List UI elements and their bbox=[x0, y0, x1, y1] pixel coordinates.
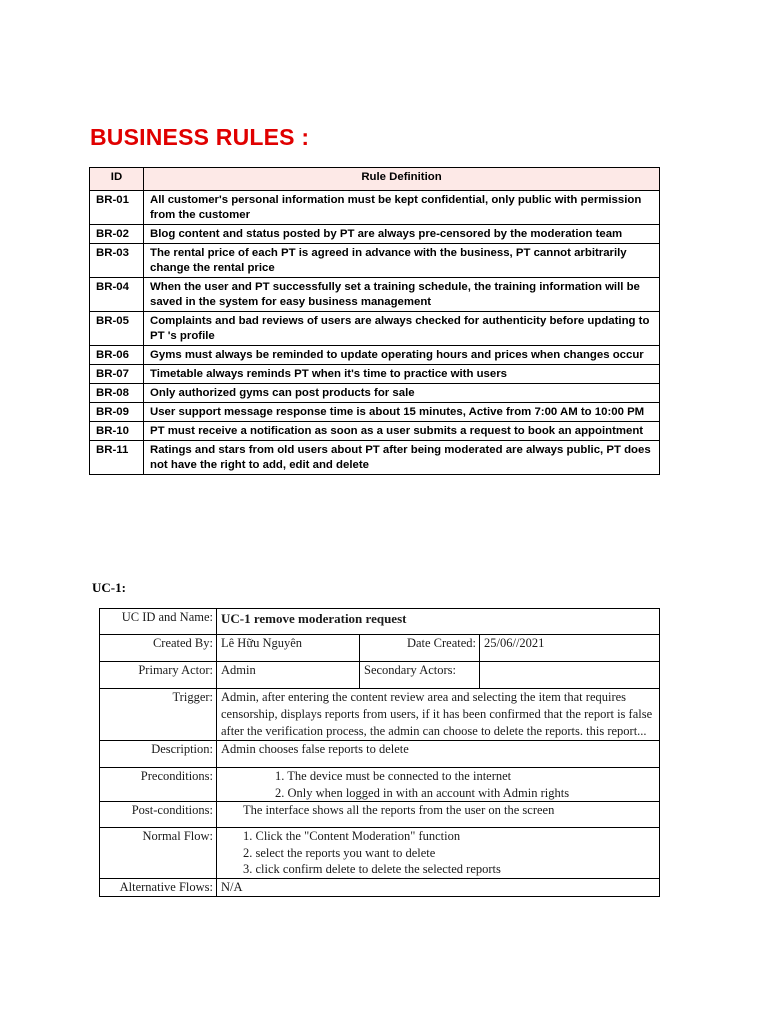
uc-date-created-value: 25/06//2021 bbox=[480, 635, 660, 662]
uc-created-by-value: Lê Hữu Nguyên bbox=[217, 635, 360, 662]
uc-row-actors bbox=[100, 662, 660, 689]
rule-definition: Ratings and stars from old users about PT after being moderated are always public, PT does not have the right to add, edit and delete bbox=[144, 441, 660, 475]
table-row bbox=[90, 312, 660, 346]
rule-definition: Gyms must always be reminded to update operating hours and prices when changes occur bbox=[144, 346, 660, 365]
table-row bbox=[90, 244, 660, 278]
table-row bbox=[90, 365, 660, 384]
list-item: 2. select the reports you want to delete bbox=[243, 845, 436, 860]
list-item: 1. The device must be connected to the internet bbox=[275, 769, 512, 783]
column-header-id: ID bbox=[90, 168, 144, 191]
rule-definition: PT must receive a notification as soon as a user submits a request to book an appointment bbox=[144, 422, 660, 441]
uc-row-postconditions bbox=[100, 802, 660, 828]
uc-preconditions-label: Preconditions: bbox=[100, 768, 217, 802]
rule-id: BR-06 bbox=[90, 346, 144, 365]
table-row bbox=[90, 346, 660, 365]
uc-postconditions-value: The interface shows all the reports from the user on the screen bbox=[217, 802, 660, 828]
uc-description-label: Description: bbox=[100, 741, 217, 768]
table-row bbox=[90, 191, 660, 225]
column-header-rule-definition: Rule Definition bbox=[144, 168, 660, 191]
uc-secondary-actors-label: Secondary Actors: bbox=[360, 662, 480, 689]
uc-secondary-actors-value bbox=[480, 662, 660, 689]
list-item: 2. Only when logged in with an account with Admin rights bbox=[275, 785, 570, 800]
uc-row-description bbox=[100, 741, 660, 768]
uc-alt-flows-value: N/A bbox=[217, 878, 660, 896]
rule-id: BR-01 bbox=[90, 191, 144, 225]
uc-preconditions-value bbox=[217, 768, 660, 802]
uc-trigger-value: Admin, after entering the content review area and selecting the item that requires censorship, displays reports from users, if it has been confirmed that the report is false after the verification process, the admin can choose to delete the reports. this report... bbox=[217, 689, 660, 741]
rule-id: BR-04 bbox=[90, 278, 144, 312]
uc-primary-actor-value: Admin bbox=[217, 662, 360, 689]
uc-description-value: Admin chooses false reports to delete bbox=[217, 741, 660, 768]
table-row bbox=[90, 441, 660, 475]
uc-postconditions-label: Post-conditions: bbox=[100, 802, 217, 828]
rule-id: BR-11 bbox=[90, 441, 144, 475]
rule-definition: All customer's personal information must be kept confidential, only public with permission from the customer bbox=[144, 191, 660, 225]
rule-id: BR-07 bbox=[90, 365, 144, 384]
table-row bbox=[90, 225, 660, 244]
uc-primary-actor-label: Primary Actor: bbox=[100, 662, 217, 689]
rule-id: BR-05 bbox=[90, 312, 144, 346]
rule-id: BR-08 bbox=[90, 384, 144, 403]
rule-definition: Only authorized gyms can post products for sale bbox=[144, 384, 660, 403]
uc-section-label: UC-1: bbox=[92, 580, 126, 595]
list-item: 1. Click the "Content Moderation" function bbox=[243, 829, 461, 843]
rule-definition: The rental price of each PT is agreed in advance with the business, PT cannot arbitrarily change the rental price bbox=[144, 244, 660, 278]
table-row bbox=[90, 422, 660, 441]
rule-definition: When the user and PT successfully set a training schedule, the training information will be saved in the system for easy business management bbox=[144, 278, 660, 312]
use-case-table bbox=[99, 608, 660, 897]
rule-definition: Timetable always reminds PT when it's time to practice with users bbox=[144, 365, 660, 384]
uc-id-name-value: UC-1 remove moderation request bbox=[217, 609, 660, 635]
table-header-row bbox=[90, 168, 660, 191]
uc-id-name-label: UC ID and Name: bbox=[100, 609, 217, 635]
list-item: 3. click confirm delete to delete the selected reports bbox=[243, 862, 501, 876]
table-row bbox=[90, 278, 660, 312]
business-rules-table bbox=[89, 167, 660, 475]
uc-created-by-label: Created By: bbox=[100, 635, 217, 662]
uc-row-normal-flow bbox=[100, 828, 660, 879]
table-row bbox=[90, 403, 660, 422]
table-row bbox=[90, 384, 660, 403]
rule-definition: User support message response time is about 15 minutes, Active from 7:00 AM to 10:00 PM bbox=[144, 403, 660, 422]
rule-id: BR-09 bbox=[90, 403, 144, 422]
uc-row-preconditions bbox=[100, 768, 660, 802]
uc-row-id-name bbox=[100, 609, 660, 635]
uc-date-created-label: Date Created: bbox=[360, 635, 480, 662]
page-title: BUSINESS RULES : bbox=[90, 124, 310, 150]
rule-id: BR-02 bbox=[90, 225, 144, 244]
rule-definition: Blog content and status posted by PT are always pre-censored by the moderation team bbox=[144, 225, 660, 244]
uc-row-alt-flows bbox=[100, 878, 660, 896]
uc-row-created bbox=[100, 635, 660, 662]
uc-normal-flow-value bbox=[217, 828, 660, 879]
rule-definition: Complaints and bad reviews of users are always checked for authenticity before updating to PT 's profile bbox=[144, 312, 660, 346]
uc-normal-flow-label: Normal Flow: bbox=[100, 828, 217, 879]
uc-alt-flows-label: Alternative Flows: bbox=[100, 878, 217, 896]
rule-id: BR-10 bbox=[90, 422, 144, 441]
rule-id: BR-03 bbox=[90, 244, 144, 278]
uc-row-trigger bbox=[100, 689, 660, 741]
uc-trigger-label: Trigger: bbox=[100, 689, 217, 741]
